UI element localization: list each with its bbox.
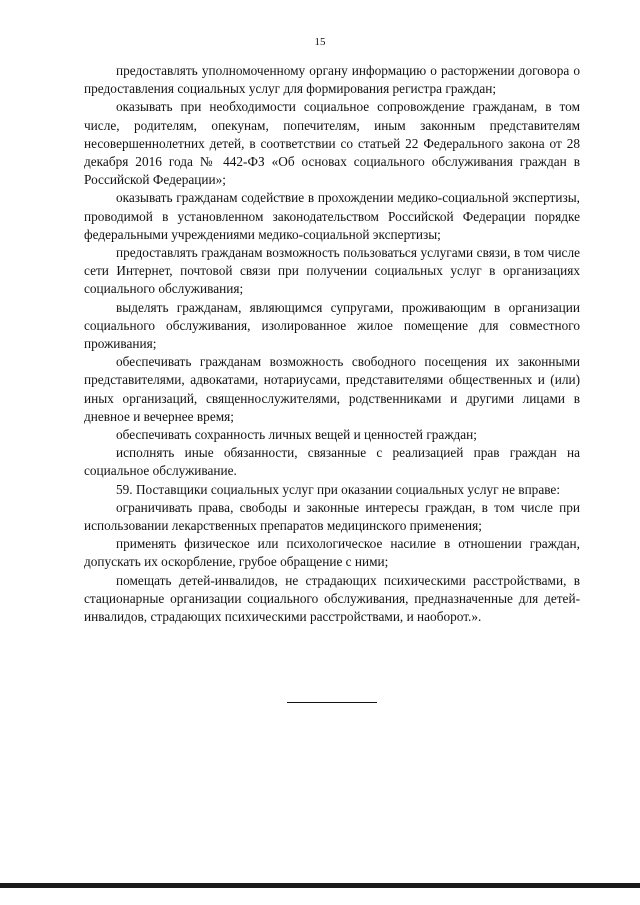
paragraph-spouses-housing: выделять гражданам, являющимся супругами, проживающим в организации социального обслуживания, изолированное жилое помещение для совместного проживания; [84,299,580,352]
scan-bottom-edge [0,883,640,888]
end-separator-line [287,702,377,703]
paragraph-clause-59: 59. Поставщики социальных услуг при оказании социальных услуг не вправе: [116,481,561,497]
paragraph-disabled-children: помещать детей-инвалидов, не страдающих психическими расстройствами, в стационарные организации социального обслуживания, предназначенные для детей-инвалидов, страдающих психическими расстройствами, и наоборот.». [84,572,580,625]
paragraph-medical-expertise: оказывать гражданам содействие в прохождении медико-социальной экспертизы, проводимой в установленном законодательством Российской Федерации порядке федеральными учреждениями медико-социальной экспертизы; [84,190,580,242]
paragraph-violence: применять физическое или психологическое насилие в отношении граждан, допускать их оскорбление, грубое обращение с ними; [84,536,580,570]
paragraph-registry-info: предоставлять уполномоченному органу информацию о расторжении договора о предоставления социальных услуг для формирования регистра граждан; [84,63,580,97]
document-body [84,62,580,626]
page-number: 15 [314,36,326,48]
paragraph-communication-services: предоставлять гражданам возможность пользоваться услугами связи, в том числе сети Интернет, почтовой связи при получении социальных услуг в организациях социального обслуживания; [84,245,580,297]
paragraph-restrict-rights: ограничивать права, свободы и законные интересы граждан, в том числе при использовании лекарственных препаратов медицинского применения; [84,499,580,534]
paragraph-visits: обеспечивать гражданам возможность свободного посещения их законными представителями, адвокатами, нотариусами, представителями общественных и (или) иных организаций, священнослужителями, родственниками и другими лицами в дневное и вечернее время; [84,354,580,424]
paragraph-belongings-safety: обеспечивать сохранность личных вещей и ценностей граждан; [116,427,477,443]
paragraph-social-support: оказывать при необходимости социальное сопровождение гражданам, в том числе, родителям, опекунам, попечителям, иным законным представителям несовершеннолетних детей, в соответствии со статьей 22 Федерального закона от 28 декабря 2016 года № 442-ФЗ «Об основах социального обслуживания граждан в Российской Федерации»; [84,99,580,188]
paragraph-other-duties: исполнять иные обязанности, связанные с реализацией прав граждан на социальное обслуживание. [84,445,580,479]
